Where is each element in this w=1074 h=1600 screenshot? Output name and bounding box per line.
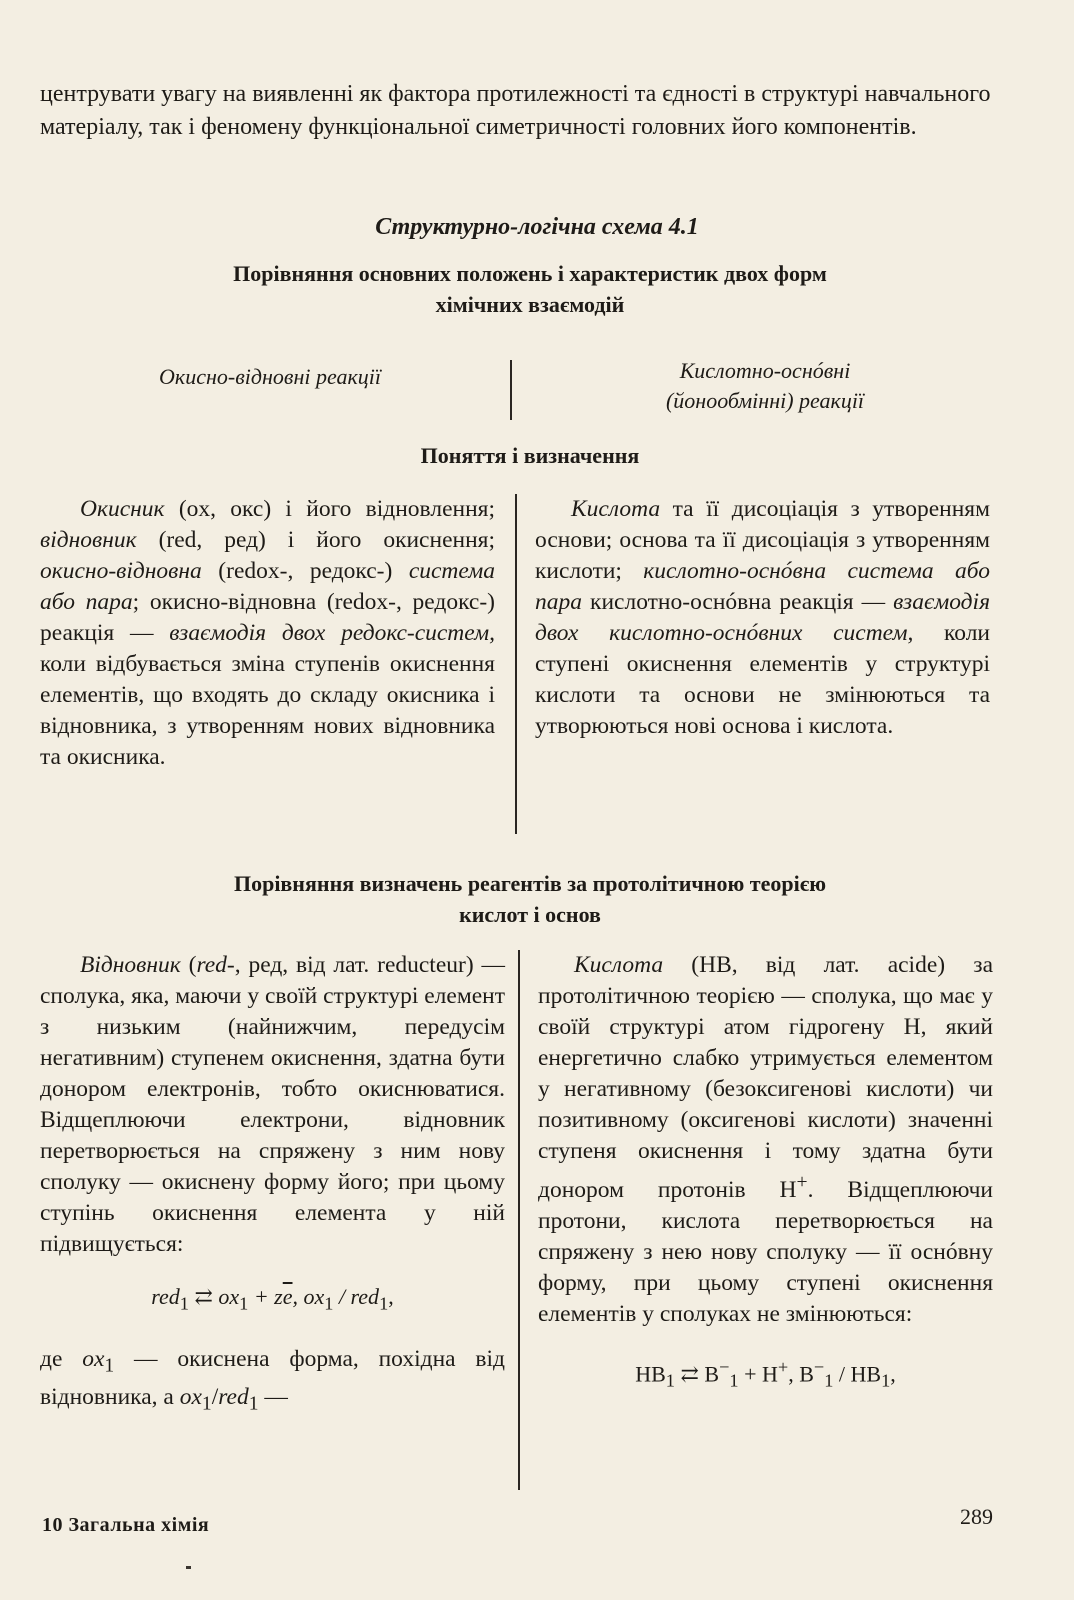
footer-signature: 10 Загальна хімія <box>42 1514 210 1536</box>
print-speck <box>186 1566 191 1569</box>
intro-paragraph: центрувати увагу на виявленні як фактора протилежності та єдності в структурі навчального матеріалу, так і феномену функціональної симетричності головних його компонентів. <box>40 81 991 140</box>
term-acid-def: Кислота <box>574 952 664 978</box>
term-reducer-def: Відновник <box>80 952 181 978</box>
section1-left-text: Окисник (ox, окс) і його відновлення; відновник (red, ред) і його окиснення; окисно-відновна (redox-, редокс-) система або пара; окисно-відновна (redox-, редокс-) реакція — взаємодія двох редокс-систем, коли відбувається зміна ступенів окиснення елементів, що входять до складу окисника і відновника, з утворенням нових відновника та окисника. <box>40 496 496 770</box>
section2-left-text: Відновник (red-, ред, від лат. reducteur) — сполука, яка, маючи у своїй структурі елемент з низьким (найнижчим, передусім негативним) ступенем окиснення, здатна бути донором електронів, тобто окиснюватися. Відщеплюючи електрони, відновник перетворюється на спряжену з ним нову сполуку — окиснену форму його; при цьому ступінь окиснення елемента у ній підвищується: <box>40 952 505 1257</box>
term-acid: Кислота <box>571 496 661 522</box>
section1-title: Поняття і визначення <box>420 443 640 468</box>
left-column-heading: Окисно-відновні реакції <box>159 364 381 389</box>
right-column-heading <box>560 356 970 416</box>
page-number: 289 <box>960 1504 993 1529</box>
section2-left-after-formula: де $ox_1$ — окиснена форма, похідна від відновника, а $ox_1/red_1$ — <box>40 1346 505 1415</box>
right-column-heading-line1: Кислотно-оснóвні <box>679 358 851 383</box>
right-column-heading-line2: (йонообмінні) реакції <box>665 388 865 413</box>
scheme-title: Структурно-логічна схема 4.1 <box>375 214 699 240</box>
section2-divider <box>518 950 520 1490</box>
term-oxidizer: Окисник <box>80 496 165 522</box>
section1-divider <box>515 494 517 834</box>
term-reducer: відновник <box>40 527 137 553</box>
section2-title-line2: кислот і основ <box>459 902 601 927</box>
acid-base-formula: $HB_1$ ⇄ $B^-_1 + H^+$, $B^-_1 / HB_1$, <box>635 1356 896 1391</box>
section2-left-column <box>40 950 505 1420</box>
section2-title <box>100 868 960 930</box>
scheme-subtitle-line2: хімічних взаємодій <box>435 292 625 317</box>
redox-formula: red$_1$ ⇄ $ox_1 + z\overline{e}$, $ox_1 / red_1$, <box>151 1284 394 1314</box>
scheme-subtitle <box>100 258 960 320</box>
heading-divider <box>510 360 512 420</box>
section1-right-text: Кислота та її дисоціація з утворенням основи; основа та її дисоціація з утворенням кислоти; кислотно-оснóвна система або пара кислотно-оснóвна реакція — взаємодія двох кислотно-оснóвних систем, коли ступені окиснення елементів у структурі кислоти та основи не змінюються та утворюються нові основа і кислота. <box>535 496 991 739</box>
section2-right-column <box>538 950 993 1396</box>
section2-right-text: Кислота (HB, від лат. acide) за протолітичною теорією — сполука, що має у своїй структурі атом гідрогену H, який енергетично слабко утримується елементом у негативному (безоксигенові кислоти) чи позитивному (оксигенові кислоти) значенні ступеня окиснення і тому здатна бути донором протонів H+. Відщеплюючи протони, кислота перетворюється на спряжену з нею нову сполуку — її оснóвну форму, при цьому ступені окиснення елементів у сполуках не змінюються: <box>538 952 993 1327</box>
scheme-subtitle-line1: Порівняння основних положень і характеристик двох форм <box>233 261 827 286</box>
section2-title-line1: Порівняння визначень реагентів за протолітичною теорією <box>233 871 827 896</box>
